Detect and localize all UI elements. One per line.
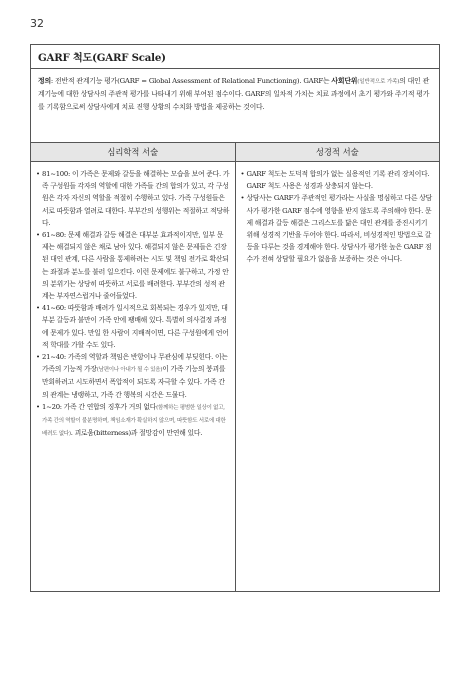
psychological-header: 심리학적 서술 [31,143,236,161]
garf-scale-box [30,44,440,592]
list-item: • 81~100: 이 가족은 문제와 갈등을 해결하는 모습을 보여 준다. 가족 구성원들 각자의 역할에 대한 가족들 간의 합의가 있고, 각 구성원은 각자 자신의 역할을 적절히 수행하고 있다. 가족 구성원들은 서로 따뜻함과 열려로 대한다. 부부간의 성행위는 적절하고 적당하다. [36,168,230,229]
list-item: • GARF 척도는 도덕적 합의가 없는 실용적인 기록 관리 장치이다. GARF 척도 사용은 성경과 상충되지 않는다. [241,168,435,192]
list-item: • 41~60: 따뜻함과 배려가 일시적으로 회복되는 경우가 있지만, 대부분 갈등과 불만이 가족 안에 팽배해 있다. 특별히 의사결정 과정에 문제가 있다. 만일 한 사람이 지배적이면, 다른 구성원에게 언어적 학대를 가할 수도 있다. [36,302,230,351]
biblical-column [236,162,440,591]
list-item: • 상담사는 GARF가 주관적인 평가라는 사실을 명심하고 다른 상담사가 평가한 GARF 점수에 영향을 받지 않도록 주의해야 한다. 문제 해결과 갈등 해결은 그리스도를 닮은 대인 관계를 증진시키기 위해 성경적 기반을 두어야 한다. 따라서, 비성경적인 방법으로 갈등을 다루는 것을 경계해야 한다. 상담사가 평가한 높은 GARF 점수가 전혀 상담할 필요가 없음을 보증하는 것은 아니다. [241,192,435,265]
social-unit: 사회단위 [331,77,358,85]
list-item: • 1~20: 가족 간 연합의 징후가 거의 없다(함께하는 평범한 일상이 없고, 가족 간의 역할이 불분명하며, 책임소재가 확실하지 않으며, 따뜻함도 서로에 대한 배려도 없다). 괴로움(bitterness)과 절망감이 만연해 있다. [36,401,230,441]
page-number: 32 [30,17,44,30]
definition-text-1: : 전반적 관계기능 평가(GARF = Global Assessment of Relational Functioning). GARF는 [50,77,332,85]
definition [31,69,439,142]
psychological-column [31,162,236,591]
biblical-header: 성경적 서술 [315,147,359,157]
box-title: GARF 척도(GARF Scale) [38,52,166,64]
social-unit-note: (일반적으로 가족) [357,79,400,85]
list-item: • 21~40: 가족의 역할과 책임은 반항이나 무관심에 부딪힌다. 이는 가족의 기능적 가장(남편이나 아내가 될 수 있음)이 가족 기능의 붕괴를 만회하려고 시도하면서 폭압적이 되도록 자극할 수 있다. 가족 간의 관계는 냉랭하고, 가족 간 행복의 시간은 드물다. [36,351,230,401]
column-headers [31,142,439,162]
list-item: • 61~80: 문제 해결과 갈등 해결은 대부분 효과적이지만, 일부 문제는 해결되지 않은 채로 남아 있다. 해결되지 않은 문제들은 긴장된 대인 관계, 다른 사람을 통제하려는 시도 및 책임 전가로 확산되는 좌절과 분노를 불러 일으킨다. 이런 문제에도 불구하고, 가정 안의 분위기는 상당히 따뜻하고 서로를 배려한다. 부부간의 성적 관계는 부자연스럽거나 줄어들었다. [36,229,230,302]
box-header [31,45,439,69]
definition-text-2: 의 대인 관계기능에 대한 상담사의 주관적 평가를 나타내기 위해 부여된 점수이다. GARF의 일차적 가치는 치료 과정에서 초기 평가와 주기적 평가를 기록함으로써 상담사에게 치료 진행 상황의 수치화 방법을 제공하는 것이다. [38,77,430,111]
definition-label: 정의 [38,77,51,85]
columns-body [31,162,439,591]
